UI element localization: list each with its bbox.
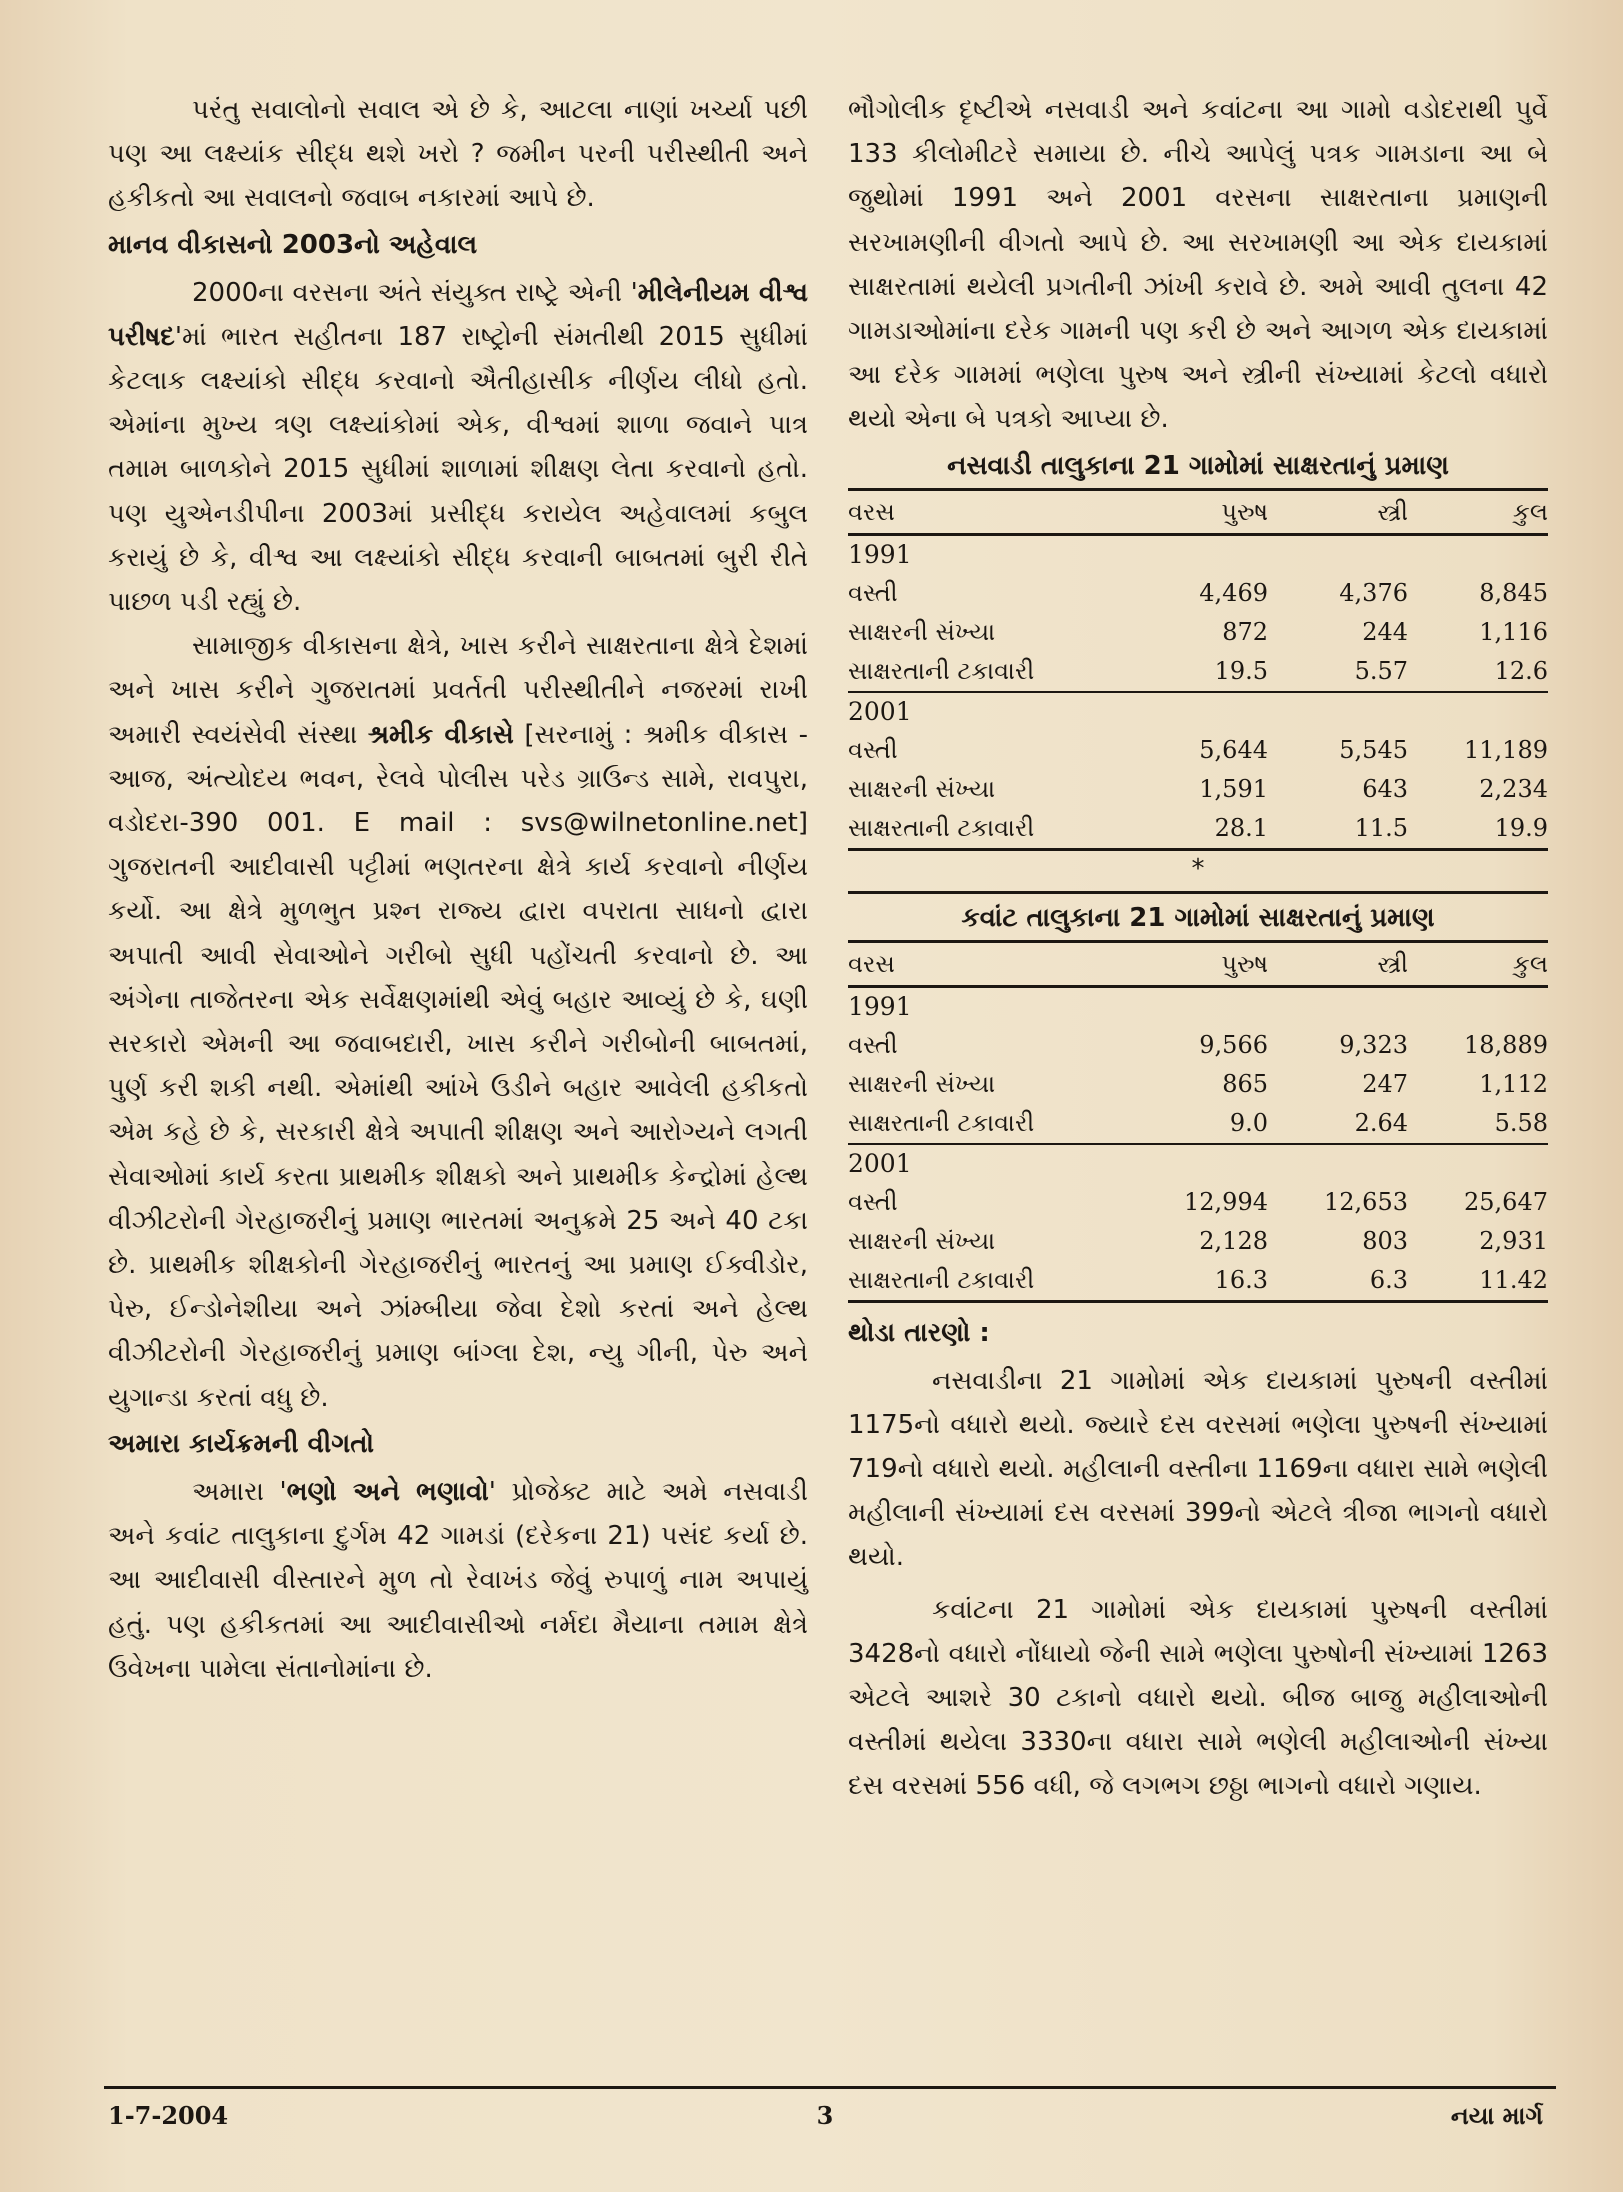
cell-value: 16.3 <box>1214 1265 1268 1294</box>
cell-value: 872 <box>1222 617 1268 646</box>
footer-date: 1-7-2004 <box>108 2101 229 2130</box>
cell-value: 9.0 <box>1229 1108 1268 1137</box>
text-span: [સરનામું : શ્રમીક વીકાસ - આજ, અંત્યોદય ભવન, રેલવે પોલીસ પરેડ ગ્રાઉન્ડ સામે, રાવપુરા, વડોદરા-390 001. E mail : svs@wilnetonline.net] ગુજરાતની આદીવાસી પટ્ટીમાં ભણતરના ક્ષેત્રે કાર્ય કરવાનો નીર્ણય કર્યો. આ ક્ષેત્રે મુળભુત પ્રશ્ન રાજ્ય દ્વારા વપરાતા સાધનો દ્વારા અપાતી આવી સેવાઓને ગરીબો સુધી પહોંચતી કરવાનો છે. આ અંગેના તાજેતરના એક સર્વેક્ષણમાંથી એવું બહાર આવ્યું છે કે, ઘણી સરકારો એમની આ જવાબદારી, ખાસ કરીને ગરીબોની બાબતમાં, પુર્ણ કરી શકી નથી. એમાંથી આંખે ઉડીને બહાર આવેલી હકીકતો એમ કહે છે કે, સરકારી ક્ષેત્રે અપાતી શીક્ષણ અને આરોગ્યને લગતી સેવાઓમાં કાર્ય કરતા પ્રાથમીક શીક્ષકો અને પ્રાથમીક કેન્દ્રોમાં હેલ્થ વીઝીટરોની ગેરહાજરીનું પ્રમાણ ભારતમાં અનુક્રમે 25 અને 40 ટકા છે. પ્રાથમીક શીક્ષકોની ગેરહાજરીનું ભારતનું આ પ્રમાણ ઈક્વીડોર, પેરુ, ઈન્ડોનેશીયા અને ઝાંમ્બીયા જેવા દેશો કરતાં અને હેલ્થ વીઝીટરોની ગેરહાજરીનું પ્રમાણ બાંગ્લા દેશ, ન્યુ ગીની, પેરુ અને યુગાન્ડા કરતાં વધુ છે. <box>108 719 808 1413</box>
cell-value: 2.64 <box>1354 1108 1408 1137</box>
text-span: ' પ્રોજેક્ટ માટે અમે નસવાડી અને કવાંટ તાલુકાના દુર્ગમ 42 ગામડાં (દરેકના 21) પસંદ કર્યા છે. આ આદીવાસી વીસ્તારને મુળ તો રેવાખંડ જેવું રુપાળું નામ અપાયું હતું. પણ હકીકતમાં આ આદીવાસીઓ નર્મદા મૈયાના તમામ ક્ષેત્રે ઉવેખના પામેલા સંતાનોમાંના છે. <box>108 1476 808 1684</box>
magazine-name: નયા માર્ગ <box>1450 2102 1543 2130</box>
cell-value: 1,112 <box>1479 1069 1548 1098</box>
row-label: સાક્ષરતાની ટકાવારી <box>848 1265 1035 1294</box>
table-row <box>848 1065 1548 1104</box>
left-column <box>108 88 808 1691</box>
table-row <box>848 1026 1548 1065</box>
cell-value: 19.9 <box>1494 813 1548 842</box>
cell-value: 25,647 <box>1464 1187 1548 1216</box>
cell-value: 6.3 <box>1369 1265 1408 1294</box>
table-row <box>848 809 1548 848</box>
row-label: સાક્ષરતાની ટકાવારી <box>848 813 1035 842</box>
cell-value: 5.58 <box>1494 1108 1548 1137</box>
year-label: 2001 <box>848 691 1548 731</box>
header-cell: સ્ત્રી <box>1377 497 1408 526</box>
table-header-row <box>848 943 1548 988</box>
table-row <box>848 1261 1548 1300</box>
table-row <box>848 731 1548 770</box>
year-label: 1991 <box>848 991 912 1021</box>
table-row <box>848 1222 1548 1261</box>
table-title: નસવાડી તાલુકાના 21 ગામોમાં સાક્ષરતાનું પ્રમાણ <box>947 450 1449 481</box>
cell-value: 18,889 <box>1464 1030 1548 1059</box>
cell-value: 2,234 <box>1479 774 1548 803</box>
row-label: વસ્તી <box>848 1187 898 1216</box>
emphasis: મીલેનીયમ વીશ્વ પરીષદ <box>108 277 808 352</box>
cell-value: 11.42 <box>1479 1265 1548 1294</box>
row-label: સાક્ષરતાની ટકાવારી <box>848 656 1035 685</box>
cell-value: 19.5 <box>1214 656 1268 685</box>
cell-value: 244 <box>1362 617 1408 646</box>
text-span: 2000ના વરસના અંતે સંયુક્ત રાષ્ટ્રે એની ' <box>192 277 638 308</box>
text-span: 'માં ભારત સહીતના 187 રાષ્ટ્રોની સંમતીથી 2015 સુધીમાં કેટલાક લક્ષ્યાંકો સીદ્ધ કરવાનો ઐતીહાસીક નીર્ણય લીધો હતો. એમાંના મુખ્ય ત્રણ લક્ષ્યાંકોમાં એક, વીશ્વમાં શાળા જવાને પાત્ર તમામ બાળકોને 2015 સુધીમાં શાળામાં શીક્ષણ લેતા કરવાનો હતો. પણ યુએનડીપીના 2003માં પ્રસીદ્ધ કરાયેલ અહેવાલમાં કબુલ કરાયું છે કે, વીશ્વ આ લક્ષ્યાંકો સીદ્ધ કરવાની બાબતમાં બુરી રીતે પાછળ પડી રહ્યું છે. <box>108 321 808 618</box>
cell-value: 5,644 <box>1199 735 1268 764</box>
paragraph: કવાંટના 21 ગામોમાં એક દાયકામાં પુરુષની વસ્તીમાં 3428નો વધારો નોંધાયો જેની સામે ભણેલા પુરુષોની સંખ્યામાં 1263 એટલે આશરે 30 ટકાનો વધારો થયો. બીજ બાજુ મહીલાઓની વસ્તીમાં થયેલા 3330ના વધારા સામે ભણેલી મહીલાઓની સંખ્યા દસ વરસમાં 556 વધી, જે લગભગ છઠ્ઠા ભાગનો વધારો ગણાય. <box>848 1594 1548 1802</box>
cell-value: 247 <box>1362 1069 1408 1098</box>
separator-star: * <box>1191 853 1205 884</box>
table-row <box>848 1183 1548 1222</box>
paragraph <box>108 271 808 625</box>
table-title: કવાંટ તાલુકાના 21 ગામોમાં સાક્ષરતાનું પ્રમાણ <box>961 902 1435 933</box>
cell-value: 12,653 <box>1324 1187 1408 1216</box>
literacy-table-kavant <box>848 940 1548 1303</box>
paragraph: નસવાડીના 21 ગામોમાં એક દાયકામાં પુરુષની વસ્તીમાં 1175નો વધારો થયો. જ્યારે દસ વરસમાં ભણેલા પુરુષની સંખ્યામાં 719નો વધારો થયો. મહીલાની વસ્તીના 1169ના વધારા સામે ભણેલી મહીલાની સંખ્યામાં દસ વરસમાં 399નો એટલે ત્રીજા ભાગનો વધારો થયો. <box>848 1365 1548 1573</box>
page-number: 3 <box>816 2101 834 2130</box>
cell-value: 11.5 <box>1354 813 1408 842</box>
paragraph: ભૌગોલીક દૃષ્ટીએ નસવાડી અને કવાંટના આ ગામો વડોદરાથી પુર્વે 133 કીલોમીટરે સમાયા છે. નીચે આપેલું પત્રક ગામડાના આ બે જુથોમાં 1991 અને 2001 વરસના સાક્ષરતાના પ્રમાણની સરખામણીની વીગતો આપે છે. આ સરખામણી આ એક દાયકામાં સાક્ષરતામાં થયેલી પ્રગતીની ઝાંખી કરાવે છે. અમે આવી તુલના 42 ગામડાઓમાંના દરેક ગામની પણ કરી છે અને આગળ એક દાયકામાં આ દરેક ગામમાં ભણેલા પુરુષ અને સ્ત્રીની સંખ્યામાં કેટલો વધારો થયો એના બે પત્રકો આપ્યા છે. <box>848 95 1548 435</box>
cell-value: 11,189 <box>1464 735 1548 764</box>
header-cell: પુરુષ <box>1221 949 1268 978</box>
row-label: સાક્ષરતાની ટકાવારી <box>848 1108 1035 1137</box>
table-row <box>848 770 1548 809</box>
header-cell: કુલ <box>1512 949 1548 978</box>
section-heading: થોડા તારણો : <box>848 1317 990 1348</box>
cell-value: 4,469 <box>1199 578 1268 607</box>
literacy-table-nasvadi <box>848 488 1548 851</box>
cell-value: 2,128 <box>1199 1226 1268 1255</box>
cell-value: 2,931 <box>1479 1226 1548 1255</box>
text-span: સામાજીક વીકાસના ક્ષેત્રે, ખાસ કરીને સાક્ષરતાના ક્ષેત્રે દેશમાં અને ખાસ કરીને ગુજરાતમાં પ્રવર્તતી પરીસ્થીતીને નજરમાં રાખી અમારી સ્વયંસેવી સંસ્થા <box>108 631 808 750</box>
row-label: વસ્તી <box>848 578 898 607</box>
paragraph: પરંતુ સવાલોનો સવાલ એ છે કે, આટલા નાણાં ખર્ચ્યા પછી પણ આ લક્ષ્યાંક સીદ્ધ થશે ખરો ? જમીન પરની પરીસ્થીતી અને હકીકતો આ સવાલનો જવાબ નકારમાં આપે છે. <box>108 95 808 214</box>
header-cell: વરસ <box>848 949 895 978</box>
cell-value: 803 <box>1362 1226 1408 1255</box>
cell-value: 12,994 <box>1184 1187 1268 1216</box>
cell-value: 28.1 <box>1214 813 1268 842</box>
cell-value: 865 <box>1222 1069 1268 1098</box>
row-label: સાક્ષરની સંખ્યા <box>848 617 996 646</box>
section-heading: માનવ વીકાસનો 2003નો અહેવાલ <box>108 229 478 260</box>
row-label: સાક્ષરની સંખ્યા <box>848 774 996 803</box>
footer-rule <box>104 2086 1556 2089</box>
year-label: 1991 <box>848 539 912 569</box>
row-label: સાક્ષરની સંખ્યા <box>848 1069 996 1098</box>
right-column <box>848 88 1548 1809</box>
table-header-row <box>848 491 1548 536</box>
cell-value: 12.6 <box>1494 656 1548 685</box>
emphasis: શ્રમીક વીકાસે <box>367 719 514 750</box>
table-row <box>848 574 1548 613</box>
cell-value: 643 <box>1362 774 1408 803</box>
cell-value: 5.57 <box>1354 656 1408 685</box>
divider <box>848 891 1548 894</box>
row-label: સાક્ષરની સંખ્યા <box>848 1226 996 1255</box>
table-row <box>848 652 1548 691</box>
cell-value: 8,845 <box>1479 578 1548 607</box>
row-label: વસ્તી <box>848 735 898 764</box>
cell-value: 9,323 <box>1339 1030 1408 1059</box>
cell-value: 4,376 <box>1339 578 1408 607</box>
emphasis: ભણો અને ભણાવો <box>286 1476 489 1507</box>
paragraph <box>108 1470 808 1691</box>
cell-value: 9,566 <box>1199 1030 1268 1059</box>
paragraph <box>108 624 808 1420</box>
table-row <box>848 1104 1548 1143</box>
table-row <box>848 613 1548 652</box>
header-cell: કુલ <box>1512 497 1548 526</box>
section-heading: અમારા કાર્યક્રમની વીગતો <box>108 1428 374 1459</box>
row-label: વસ્તી <box>848 1030 898 1059</box>
header-cell: વરસ <box>848 497 895 526</box>
header-cell: સ્ત્રી <box>1377 949 1408 978</box>
cell-value: 1,591 <box>1199 774 1268 803</box>
text-span: અમારા ' <box>192 1476 287 1507</box>
cell-value: 1,116 <box>1479 617 1548 646</box>
cell-value: 5,545 <box>1339 735 1408 764</box>
year-label: 2001 <box>848 1143 1548 1183</box>
header-cell: પુરુષ <box>1221 497 1268 526</box>
